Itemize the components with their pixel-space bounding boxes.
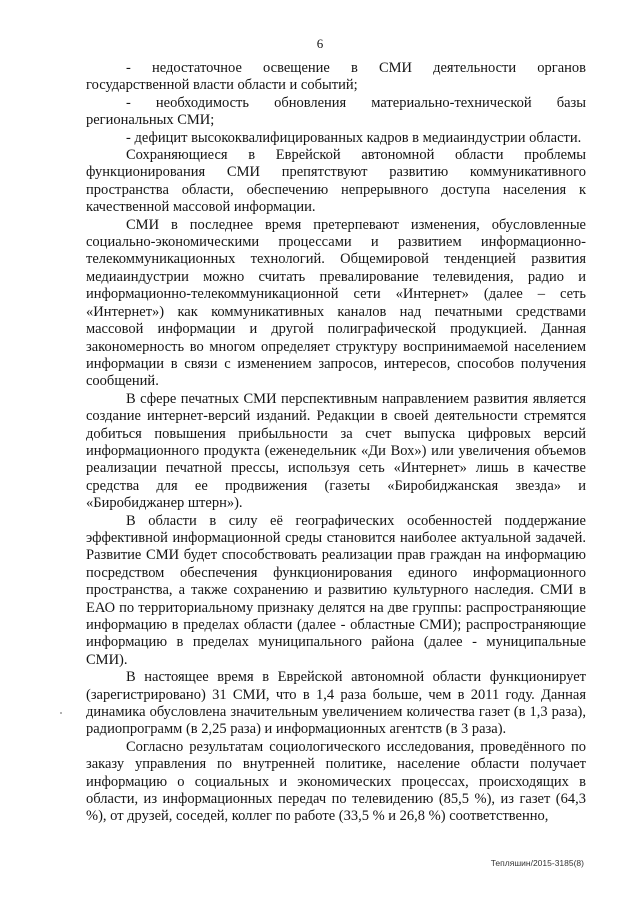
footer-reference: Тепляшин/2015-3185(8) [490, 858, 584, 868]
paragraph-information-environment: В области в силу её географических особенностей поддержание эффективной информационной среды становится наиболее актуальной задачей. Развитие СМИ будет способствовать реализации прав граждан на информацию посредством обеспечения функционирования единого информационного пространства, а также сохранению и развитию культурного наследия. СМИ в ЕАО по территориальному признаку делятся на две группы: распространяющие информацию в пределах области (далее - областные СМИ); распространяющие информацию в пределах муниципального района (далее - муниципальные СМИ). [86, 512, 586, 668]
scan-speck [60, 712, 62, 714]
paragraph-media-changes: СМИ в последнее время претерпевают изменения, обусловленные социально-экономическими процессами и развитием информационно-телекоммуникационных технологий. Общемировой тенденцией развития медиаиндустрии можно считать превалирование телевидения, радио и информационно-телекоммуникационной сети «Интернет» (далее – сеть «Интернет») как коммуникативных каналов над печатными средствами массовой информации и другой полиграфической продукцией. Данная закономерность во многом определяет структуру воспринимаемой населением информации в связи с изменением запросов, интересов, способов получения сообщений. [86, 216, 586, 390]
list-item-coverage: - недостаточное освещение в СМИ деятельности органов государственной власти области и событий; [86, 60, 586, 94]
paragraph-problems: Сохраняющиеся в Еврейской автономной области проблемы функционирования СМИ препятствуют развитию коммуникативного пространства области, обеспечению непрерывного доступа населения к качественной массовой информации. [86, 147, 586, 216]
paragraph-print-media: В сфере печатных СМИ перспективным направлением развития является создание интернет-версий изданий. Редакции в своей деятельности стремятся добиться повышения прибыльности за счет выпуска цифровых версий информационного продукта (еженедельник «Ди Вох») или увеличения объемов реализации печатной прессы, используя сеть «Интернет» лишь в качестве средства для ее продвижения (газеты «Биробиджанская звезда» и «Биробиджанер штерн»). [86, 390, 586, 512]
page-number: 6 [316, 36, 324, 51]
paragraph-survey: Согласно результатам социологического исследования, проведённого по заказу управления по внутренней политике, население области получает информацию о социальных и экономических процессах, происходящих в области, из информационных передач по телевидению (85,5 %), из газет (64,3 %), от друзей, соседей, коллег по работе (33,5 % и 26,8 %) соответственно, [86, 738, 586, 825]
document-body [86, 60, 586, 826]
list-item-staff: - дефицит высококвалифицированных кадров в медиаиндустрии области. [126, 129, 582, 146]
list-item-equipment: - необходимость обновления материально-технической базы региональных СМИ; [86, 94, 586, 129]
paragraph-media-count: В настоящее время в Еврейской автономной области функционирует (зарегистрировано) 31 СМИ, что в 1,4 раза больше, чем в 2011 году. Данная динамика обусловлена значительным увеличением количества газет (в 1,3 раза), радиопрограмм (в 2,25 раза) и информационных агентств (в 3 раза). [86, 669, 586, 738]
